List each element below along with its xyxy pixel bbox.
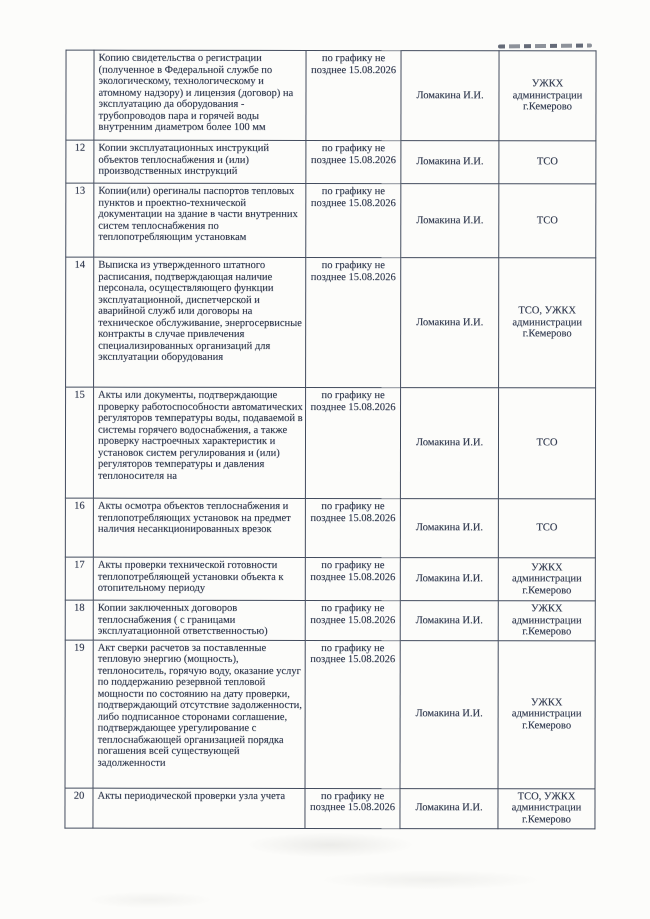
cell-number: 13 [66,183,94,257]
table-row [65,640,595,789]
cell-number: 15 [65,387,93,498]
cell-organization: ТСО [498,388,595,499]
cell-deadline: по графику не позднее 15.08.2026 [305,640,400,788]
document-table [64,50,596,829]
cell-deadline: по графику не позднее 15.08.2026 [306,140,401,183]
cell-description: Копию свидетельства о регистрации (полученное в Федеральной службе по экологическому, технологическому и атомному надзору) и лицензия (договор) на эксплуатацию да оборудования - трубопроводов пара и горячей воды внутренним диаметром более 100 мм [94,50,306,140]
cell-organization: ТСО [498,499,595,558]
cell-number: 19 [65,640,93,788]
cell-deadline: по графику не позднее 15.08.2026 [305,788,400,828]
table-row [65,788,595,829]
cell-organization: УЖКХ администрации г.Кемерово [498,601,595,641]
cell-deadline: по графику не позднее 15.08.2026 [305,600,400,640]
table-row [66,183,596,258]
scan-smudge-artifact [498,44,592,49]
cell-number: 18 [65,600,93,640]
table-row [66,50,596,141]
cell-description: Копии эксплуатационных инструкций объектов теплоснабжения и (или) производственных инструкций [94,140,306,183]
cell-description: Копии заключенных договоров теплоснабжения ( с границами эксплуатационной ответственностью) [93,600,305,640]
cell-responsible: Ломакина И.И. [400,601,498,641]
cell-deadline: по графику не позднее 15.08.2026 [305,387,400,498]
cell-number [66,50,94,140]
cell-responsible: Ломакина И.И. [400,388,498,499]
cell-description: Акты осмотра объектов теплоснабжения и теплопотребляющих установок на предмет наличия несанкционированных врезок [93,498,305,557]
cell-responsible: Ломакина И.И. [401,141,499,184]
table-row [66,140,596,184]
cell-description: Выписка из утвержденного штатного расписания, подтверждающая наличие персонала, осуществляющего функции эксплуатационной, диспетчерской и аварийной служб или договоры на техническое обслуживание, энергосервисные контракты в случае привлечения специализированных организаций для эксплуатации оборудования [94,257,306,387]
cell-responsible: Ломакина И.И. [400,788,498,828]
table-row [65,600,595,640]
cell-organization: ТСО [499,184,596,258]
cell-deadline: по графику не позднее 15.08.2026 [305,498,400,557]
cell-number: 16 [65,498,93,557]
cell-responsible: Ломакина И.И. [401,258,499,388]
cell-responsible: Ломакина И.И. [401,184,499,258]
table-row [65,387,595,499]
cell-organization: УЖКХ администрации г.Кемерово [498,558,595,601]
cell-deadline: по графику не позднее 15.08.2026 [306,183,401,257]
cell-deadline: по графику не позднее 15.08.2026 [305,557,400,600]
cell-responsible: Ломакина И.И. [400,558,498,601]
table-row [65,557,595,601]
cell-number: 14 [66,257,94,387]
table-row [65,498,595,558]
cell-description: Копии(или) орегиналы паспортов тепловых пунктов и проектно-технической документации на здание в части внутренних систем теплоснабжения по теплопотребляющим установкам [94,183,306,257]
cell-description: Акт сверки расчетов за поставленные тепловую энергию (мощность), теплоноситель, горячую воду, оказание услуг по поддержанию резервной тепловой мощности по состоянию на дату проверки, подтверждающий отсутствие задолженности, либо подписанное сторонами соглашение, подтверждающее урегулирование с теплоснабжающей организацией порядка погашения всей существующей задолженности [93,640,305,788]
cell-organization: ТСО, УЖКХ администрации г.Кемерово [498,788,595,828]
cell-organization: ТСО [499,141,596,184]
cell-responsible: Ломакина И.И. [400,499,498,558]
cell-responsible: Ломакина И.И. [401,51,499,141]
cell-responsible: Ломакина И.И. [400,640,498,788]
cell-organization: УЖКХ администрации г.Кемерово [498,640,595,788]
table-row [66,257,596,388]
cell-number: 17 [65,557,93,600]
cell-description: Акты проверки технической готовности теплопотребляющей установки объекта к отопительному периоду [93,557,305,600]
cell-description: Акты периодической проверки узла учета [93,788,305,828]
cell-deadline: по графику не позднее 15.08.2026 [306,50,401,140]
cell-description: Акты или документы, подтверждающие проверку работоспособности автоматических регуляторов температуры воды, подаваемой в системы горячего водоснабжения, а также проверку настроечных характеристик и установок систем регулирования и (или) регуляторов температуры и давления теплоносителя на [93,387,305,498]
cell-deadline: по графику не позднее 15.08.2026 [306,257,401,387]
cell-number: 12 [66,140,94,183]
cell-number: 20 [65,788,93,828]
cell-organization: ТСО, УЖКХ администрации г.Кемерово [499,258,596,388]
cell-organization: УЖКХ администрации г.Кемерово [499,51,596,141]
